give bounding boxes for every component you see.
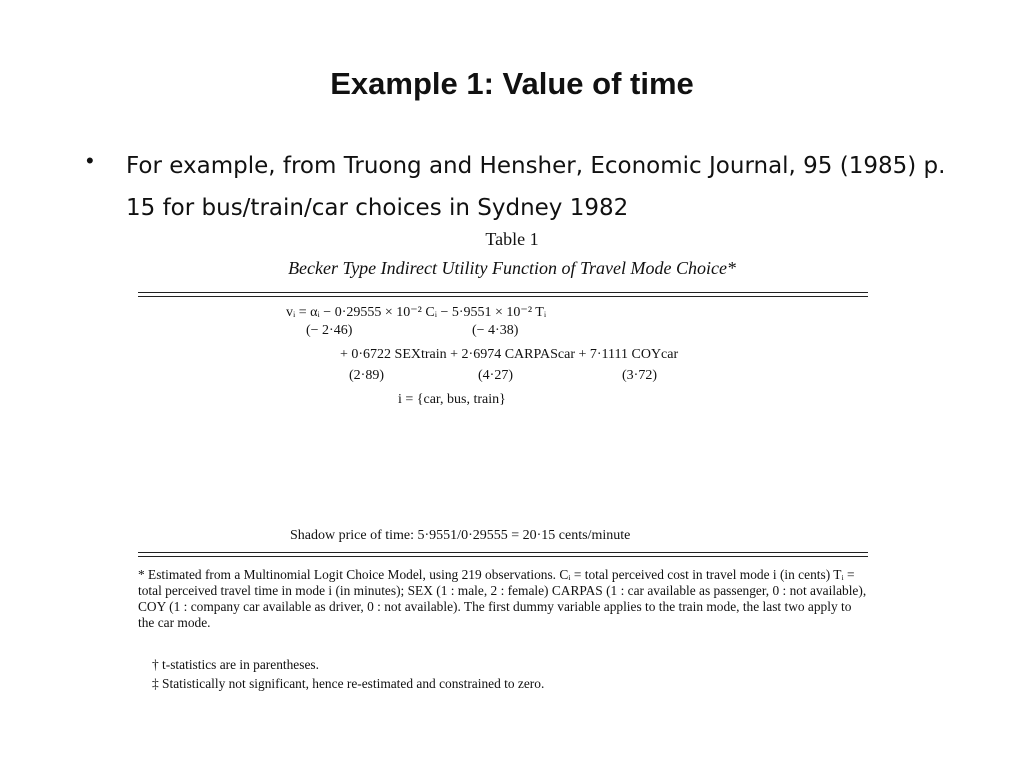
tstat-sex: (2·89): [349, 368, 384, 383]
tstat-time: (− 4·38): [472, 323, 519, 338]
bullet-marker: •: [86, 148, 94, 173]
table-top-rule-2: [138, 296, 868, 297]
footnote-star: [138, 567, 870, 631]
equation-line-2: + 0·6722 SEXtrain + 2·6974 CARPAScar + 7·1111 COYcar: [340, 347, 679, 362]
table-bottom-rule: [138, 552, 868, 553]
table-subcaption: Becker Type Indirect Utility Function of Travel Mode Choice*: [288, 258, 736, 278]
footnote-star-text: * Estimated from a Multinomial Logit Choice Model, using 219 observations. Cᵢ = total perceived cost in travel mode i (in cents) Tᵢ = total perceived travel time in mode i (in minutes); SEX (1 : male, 2 : female) CARPAS (1 : car available as passenger, 0 : not available), COY (1 : company car available as driver, 0 : not available). The first dummy variable applies to the train mode, the last two apply to the car mode.: [138, 567, 867, 630]
table-top-rule: [138, 292, 868, 293]
index-set: i = {car, bus, train}: [398, 392, 506, 407]
equation-line-1: vᵢ = αᵢ − 0·29555 × 10⁻² Cᵢ − 5·9551 × 10⁻² Tᵢ: [286, 305, 547, 320]
slide-title: Example 1: Value of time: [330, 66, 694, 101]
tstat-coy: (3·72): [622, 368, 657, 383]
tstat-cost: (− 2·46): [306, 323, 353, 338]
table-bottom-rule-2: [138, 556, 868, 557]
footnote-dagger: † t-statistics are in parentheses.: [152, 657, 319, 672]
footnote-double-dagger: ‡ Statistically not significant, hence re-estimated and constrained to zero.: [152, 676, 545, 691]
tstat-carpas: (4·27): [478, 368, 513, 383]
shadow-price: Shadow price of time: 5·9551/0·29555 = 20·15 cents/minute: [290, 528, 631, 543]
bullet-text: For example, from Truong and Hensher, Economic Journal, 95 (1985) p. 15 for bus/train/car choices in Sydney 1982: [126, 153, 946, 221]
table-caption: Table 1: [485, 229, 539, 249]
